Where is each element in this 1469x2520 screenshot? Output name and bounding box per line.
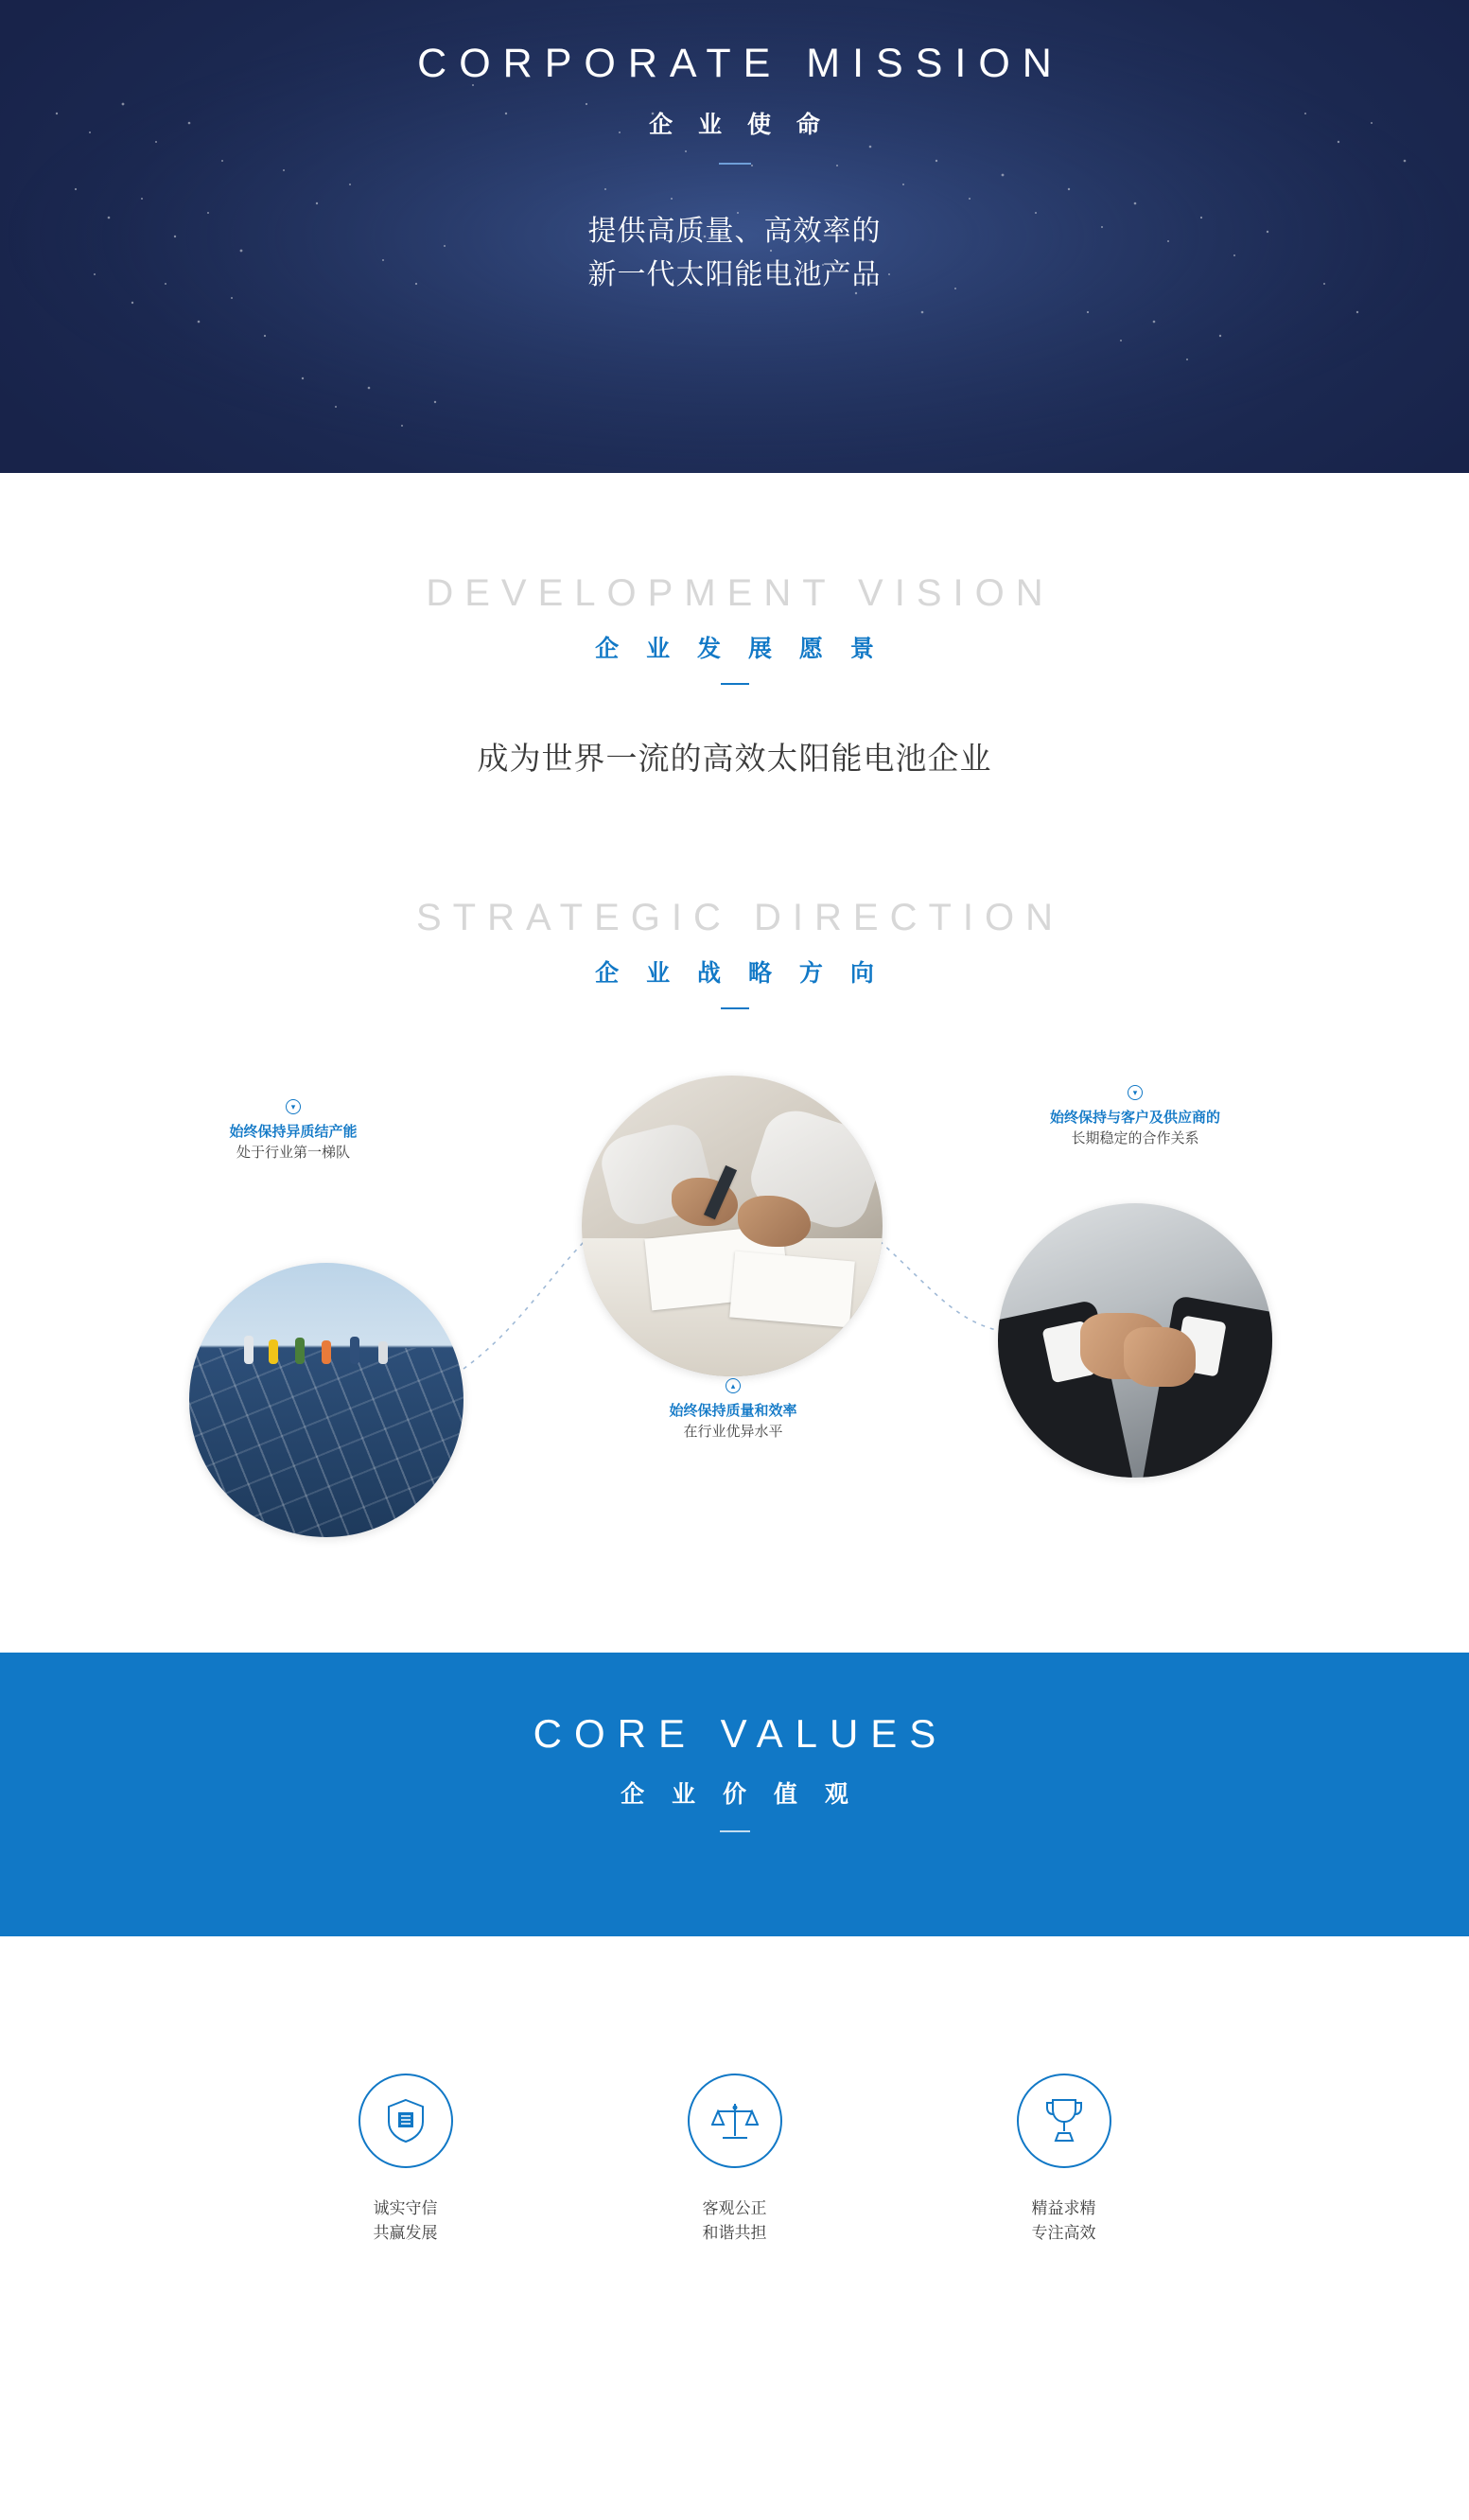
value-item-excellence-text (974, 2196, 1154, 2245)
marker-up-icon: ▴ (726, 1378, 741, 1393)
strategy-divider (721, 1007, 749, 1009)
value-item-integrity (316, 2074, 496, 2245)
strategy-caption-1 (151, 1099, 435, 1164)
strategy-caption-3-title: 始终保持与客户及供应商的 (1049, 1110, 1220, 1126)
corporate-mission-en-title: CORPORATE MISSION (417, 41, 1064, 86)
shield-trust-icon (359, 2074, 453, 2168)
value-item-integrity-text (316, 2196, 496, 2245)
corporate-mission-cn-title: 企 业 使 命 (649, 111, 830, 138)
value-item-fairness-text (645, 2196, 825, 2245)
core-values-divider (720, 1830, 750, 1832)
value-1-line-1: 诚实守信 (373, 2199, 438, 2217)
vision-heading (0, 572, 1469, 685)
business-meeting-photo (582, 1076, 883, 1376)
value-item-excellence (974, 2074, 1154, 2245)
value-3-line-2: 专注高效 (1031, 2223, 1096, 2242)
value-1-line-2: 共赢发展 (373, 2223, 438, 2242)
development-vision-section (0, 473, 1469, 779)
vision-en-title: DEVELOPMENT VISION (426, 572, 1055, 614)
corporate-mission-statement (588, 210, 882, 298)
strategy-caption-2-subtitle: 在行业优异水平 (683, 1423, 783, 1440)
value-item-fairness (645, 2074, 825, 2245)
marker-down-icon: ▾ (286, 1099, 301, 1114)
strategy-caption-3-subtitle: 长期稳定的合作关系 (1071, 1129, 1199, 1146)
core-values-cn-title: 企 业 价 值 观 (621, 1781, 859, 1808)
marker-down-icon: ▾ (1128, 1085, 1143, 1100)
strategy-caption-3 (979, 1085, 1291, 1149)
strategy-caption-1-title: 始终保持异质结产能 (229, 1124, 358, 1140)
value-3-line-1: 精益求精 (1031, 2199, 1096, 2217)
strategy-caption-1-subtitle: 处于行业第一梯队 (236, 1144, 350, 1161)
strategy-cn-title: 企 业 战 略 方 向 (595, 960, 884, 987)
core-values-list (0, 2074, 1469, 2358)
core-values-band (0, 1653, 1469, 1936)
strategy-en-title: STRATEGIC DIRECTION (415, 897, 1065, 938)
strategy-heading (0, 897, 1469, 1009)
mission-line-2: 新一代太阳能电池产品 (587, 259, 882, 291)
strategy-caption-2-title: 始终保持质量和效率 (669, 1403, 797, 1419)
corporate-mission-section (0, 0, 1469, 473)
handshake-photo (998, 1203, 1272, 1478)
trophy-icon (1017, 2074, 1111, 2168)
hero-divider (719, 163, 751, 165)
strategy-diagram (0, 1047, 1469, 1596)
core-values-en-title: CORE VALUES (533, 1711, 949, 1756)
value-2-line-2: 和谐共担 (702, 2223, 767, 2242)
solar-panel-texture (189, 1348, 463, 1537)
mission-line-1: 提供高质量、高效率的 (587, 215, 882, 247)
strategy-caption-2 (582, 1378, 884, 1443)
strategic-direction-section (0, 779, 1469, 1596)
vision-divider (721, 683, 749, 685)
vision-statement: 成为世界一流的高效太阳能电池企业 (477, 741, 992, 776)
balance-scale-icon (688, 2074, 782, 2168)
vision-cn-title: 企 业 发 展 愿 景 (595, 636, 884, 662)
value-2-line-1: 客观公正 (702, 2199, 767, 2217)
solar-panel-workers-photo (189, 1263, 463, 1537)
